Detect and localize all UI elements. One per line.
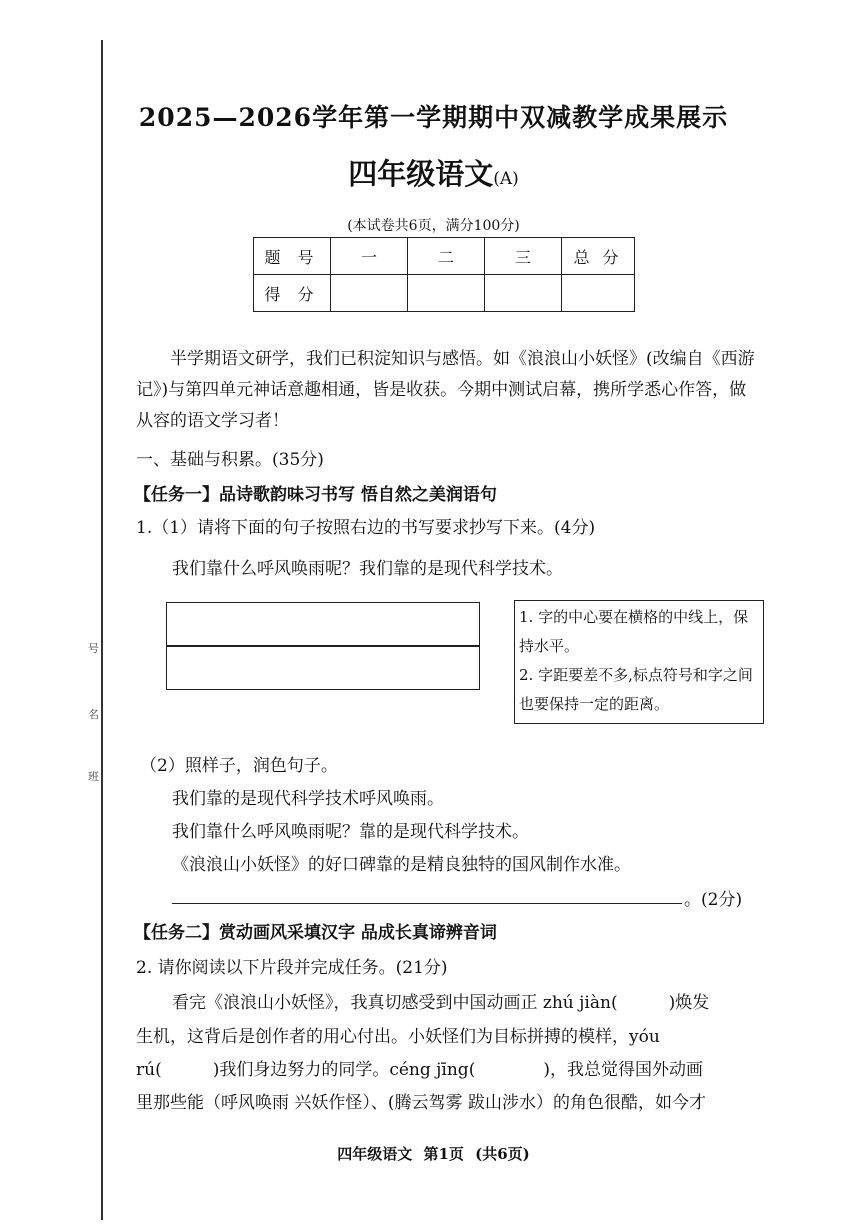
version-tag: (A) bbox=[493, 169, 519, 189]
passage-line: rú( )我们身边努力的同学。céng jīng( )，我总觉得国外动画 bbox=[136, 1060, 703, 1080]
score-header-cell: 二 bbox=[408, 238, 485, 275]
question-2: 2. 请你阅读以下片段并完成任务。(21分) bbox=[136, 958, 448, 978]
example-sentence-3: 《浪浪山小妖怪》的好口碑靠的是精良独特的国风制作水准。 bbox=[172, 855, 631, 875]
handwriting-box[interactable] bbox=[166, 602, 480, 690]
writing-requirements-box bbox=[514, 600, 764, 724]
margin-mark: 号 bbox=[88, 642, 99, 655]
score-table bbox=[253, 237, 635, 312]
exam-info: (本试卷共6页，满分100分) bbox=[347, 218, 520, 234]
score-label-cell: 得 分 bbox=[254, 275, 331, 312]
answer-line[interactable] bbox=[172, 903, 682, 904]
margin-mark: 名 bbox=[88, 708, 99, 721]
score-header-cell: 三 bbox=[485, 238, 562, 275]
score-header-cell: 总 分 bbox=[562, 238, 635, 275]
passage-line: 看完《浪浪山小妖怪》，我真切感受到中国动画正 zhú jiàn( )焕发 bbox=[172, 993, 710, 1013]
score-input-cell[interactable] bbox=[485, 275, 562, 312]
score-table-header-row bbox=[254, 238, 635, 275]
passage-line: 里那些能（呼风唤雨 兴妖作怪）、(腾云驾雾 跋山涉水）的角色很酷，如今才 bbox=[136, 1093, 706, 1113]
section-heading: 一、基础与积累。(35分) bbox=[136, 450, 324, 470]
score-input-cell[interactable] bbox=[408, 275, 485, 312]
task2-title: 【任务二】赏动画风采填汉字 品成长真谛辨音词 bbox=[134, 923, 497, 943]
subject-name: 四年级语文 bbox=[348, 157, 494, 191]
page-footer: 四年级语文 第1页 (共6页) bbox=[337, 1145, 530, 1163]
margin-mark: 班 bbox=[88, 770, 99, 783]
intro-paragraph: 半学期语文研学，我们已积淀知识与感悟。如《浪浪山小妖怪》(改编自《西游记》)与第四单元神话意趣相通，皆是收获。今期中测试启幕，携所学悉心作答，做从容的语文学习者！ bbox=[136, 349, 755, 431]
score-table-score-row bbox=[254, 275, 635, 312]
copy-sentence: 我们靠什么呼风唤雨呢？我们靠的是现代科学技术。 bbox=[172, 559, 563, 579]
score-header-cell: 题 号 bbox=[254, 238, 331, 275]
score-input-cell[interactable] bbox=[562, 275, 635, 312]
handwriting-midline bbox=[167, 645, 479, 647]
passage-line: 生机，这背后是创作者的用心付出。小妖怪们为目标拼搏的模样，yóu bbox=[136, 1027, 660, 1047]
score-header-cell: 一 bbox=[331, 238, 408, 275]
example-sentence-1: 我们靠的是现代科学技术呼风唤雨。 bbox=[172, 789, 444, 809]
requirement-1: 1. 字的中心要在横格的中线上，保持水平。 bbox=[519, 608, 749, 655]
question-1-1: 1.（1）请将下面的句子按照右边的书写要求抄写下来。(4分) bbox=[136, 518, 596, 538]
question-1-2: （2）照样子，润色句子。 bbox=[140, 756, 338, 776]
score-input-cell[interactable] bbox=[331, 275, 408, 312]
example-sentence-2: 我们靠什么呼风唤雨呢？靠的是现代科学技术。 bbox=[172, 822, 529, 842]
task1-title: 【任务一】品诗歌韵味习书写 悟自然之美润语句 bbox=[134, 485, 497, 505]
requirement-2: 2. 字距要差不多,标点符号和字之间也要保持一定的距离。 bbox=[519, 666, 753, 713]
exam-subtitle bbox=[0, 152, 867, 193]
exam-title: 2025—2026学年第一学期期中双减教学成果展示 bbox=[138, 103, 729, 132]
points-label: 。(2分) bbox=[684, 890, 743, 910]
